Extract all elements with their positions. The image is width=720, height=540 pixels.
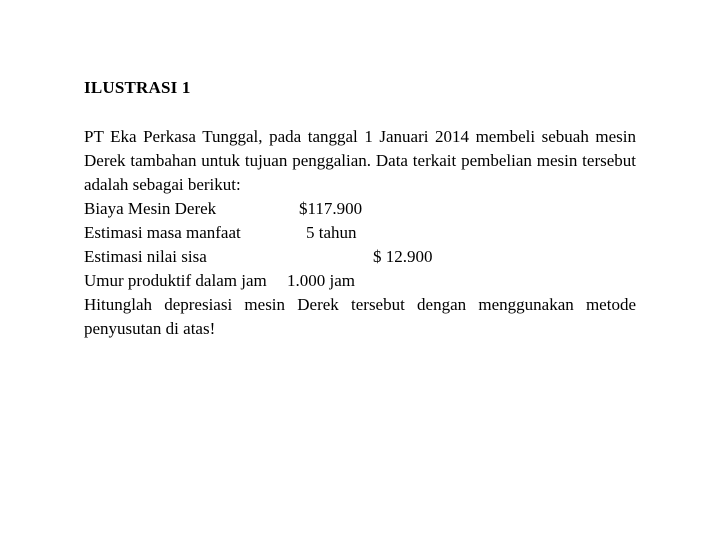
item-value-nilai-sisa: $ 12.900 — [373, 247, 433, 266]
item-value-umur-produktif: 1.000 jam — [287, 271, 355, 290]
item-label-biaya: Biaya Mesin Derek — [84, 199, 217, 218]
item-label-masa-manfaat: Estimasi masa manfaat — [84, 223, 241, 242]
item-value-masa-manfaat: 5 tahun — [306, 223, 357, 242]
question-paragraph: Hitunglah depresiasi mesin Derek tersebut dengan menggunakan metode penyusutan di atas! — [84, 295, 636, 338]
slide-title: ILUSTRASI 1 — [84, 78, 191, 97]
item-label-nilai-sisa: Estimasi nilai sisa — [84, 247, 207, 266]
item-label-umur-produktif: Umur produktif dalam jam — [84, 271, 267, 290]
intro-paragraph: PT Eka Perkasa Tunggal, pada tanggal 1 Januari 2014 membeli sebuah mesin Derek tambahan untuk tujuan penggalian. Data terkait pembelian mesin tersebut adalah sebagai berikut: — [84, 127, 636, 194]
item-value-biaya: $117.900 — [299, 199, 363, 218]
